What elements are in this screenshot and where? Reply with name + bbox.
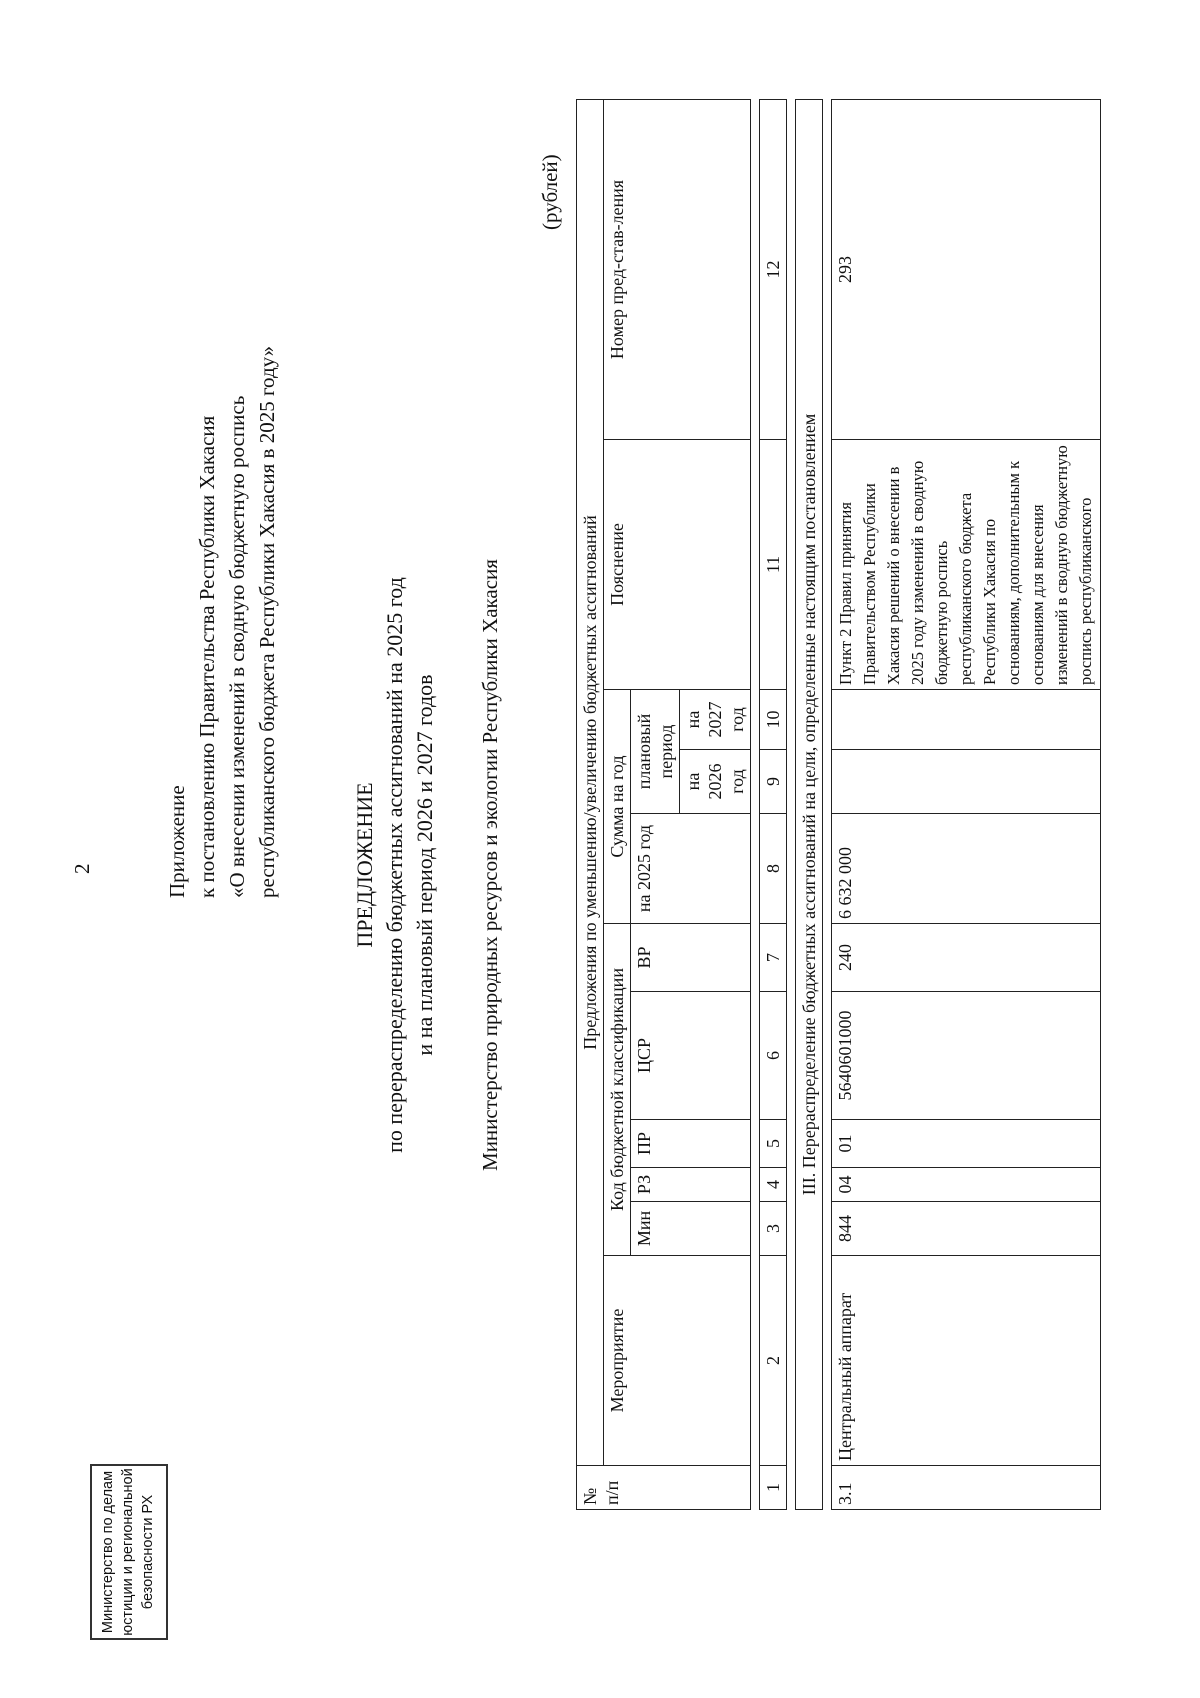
row-vr: 240 xyxy=(832,924,1101,992)
proposals-header: Предложения по уменьшению/увеличению бюджетных ассигнований xyxy=(577,99,604,1465)
table-gap xyxy=(787,99,796,1509)
page-number: 2 xyxy=(70,863,94,874)
col-number: 2 xyxy=(760,1256,787,1466)
proposal-table xyxy=(576,99,1101,1510)
col-number: 5 xyxy=(760,1120,787,1168)
code-header: Код бюджетной классификации xyxy=(604,924,631,1256)
ministry-name: Министерство природных ресурсов и экологии Республики Хакасия xyxy=(478,559,502,1171)
appendix-line: Приложение xyxy=(165,785,189,898)
col-number: 4 xyxy=(760,1168,787,1202)
appendix-line: республиканского бюджета Республики Хакасия в 2025 году» xyxy=(255,345,279,898)
header-pr: ПР xyxy=(631,1120,751,1168)
stamp-line: юстиции и региональной xyxy=(120,1468,136,1636)
title-line: и на плановый период 2026 и 2027 годов xyxy=(412,674,437,1056)
col-number: 11 xyxy=(760,440,787,690)
stamp-line: безопасности РХ xyxy=(140,1494,156,1610)
col-number: 12 xyxy=(760,99,787,439)
currency-unit: (рублей) xyxy=(538,154,562,230)
col-number: 7 xyxy=(760,924,787,992)
header-event: Мероприятие xyxy=(604,1256,751,1466)
header-note: Пояснение xyxy=(604,440,751,690)
title-heading: ПРЕДЛОЖЕНИЕ xyxy=(352,782,377,948)
col-number: 8 xyxy=(760,814,787,924)
header-2026: на 2026 год xyxy=(680,750,751,814)
document-title xyxy=(350,90,440,1640)
title-line: по перераспределению бюджетных ассигнований на 2025 год xyxy=(382,577,407,1153)
appendix-line: к постановлению Правительства Республики Хакасия xyxy=(195,415,219,898)
row-pr: 01 xyxy=(832,1120,1101,1168)
row-rz: 04 xyxy=(832,1168,1101,1202)
row-csr: 5640601000 xyxy=(832,992,1101,1120)
column-numbers-row xyxy=(760,99,787,1509)
col-number: 1 xyxy=(760,1466,787,1510)
appendix-block xyxy=(162,346,282,898)
row-sum-2025: 6 632 000 xyxy=(832,814,1101,924)
col-number: 9 xyxy=(760,750,787,814)
header-2027: на 2027 год xyxy=(680,690,751,750)
row-event: Центральный аппарат xyxy=(832,1256,1101,1466)
header-csr: ЦСР xyxy=(631,992,751,1120)
header-no: № п/п xyxy=(577,1466,751,1510)
row-sum-2026 xyxy=(832,750,1101,814)
row-min: 844 xyxy=(832,1202,1101,1256)
table-row xyxy=(832,99,1101,1509)
header-2025: на 2025 год xyxy=(631,814,751,924)
row-sum-2027 xyxy=(832,690,1101,750)
row-note: Пункт 2 Правил принятия Правительством Республики Хакасия решений о внесении в 2025 году изменений в сводную бюджетную роспись республиканского бюджета Республики Хакасия по основаниям, дополнительным к основаниям для внесения изменений в сводную бюджетную роспись республиканского xyxy=(832,440,1101,690)
stamp-line: Министерство по делам xyxy=(100,1470,116,1634)
registration-stamp xyxy=(90,1464,168,1640)
section-title: III. Перераспределение бюджетных ассигнований на цели, определенные настоящим постановлением xyxy=(796,99,823,1509)
header-rep: Номер пред-став-ления xyxy=(604,99,751,439)
header-rz: РЗ xyxy=(631,1168,751,1202)
rotated-page xyxy=(50,90,1095,1640)
col-number: 3 xyxy=(760,1202,787,1256)
row-no: 3.1 xyxy=(832,1466,1101,1510)
table-gap xyxy=(823,99,832,1509)
header-planned-period: плановый период xyxy=(631,690,680,814)
appendix-line: «О внесении изменений в сводную бюджетную роспись xyxy=(225,395,249,898)
header-vr: ВР xyxy=(631,924,751,992)
col-number: 10 xyxy=(760,690,787,750)
row-rep: 293 xyxy=(832,99,1101,439)
header-min: Мин xyxy=(631,1202,751,1256)
sum-header: Сумма на год xyxy=(604,690,631,924)
col-number: 6 xyxy=(760,992,787,1120)
table-gap xyxy=(751,99,760,1509)
